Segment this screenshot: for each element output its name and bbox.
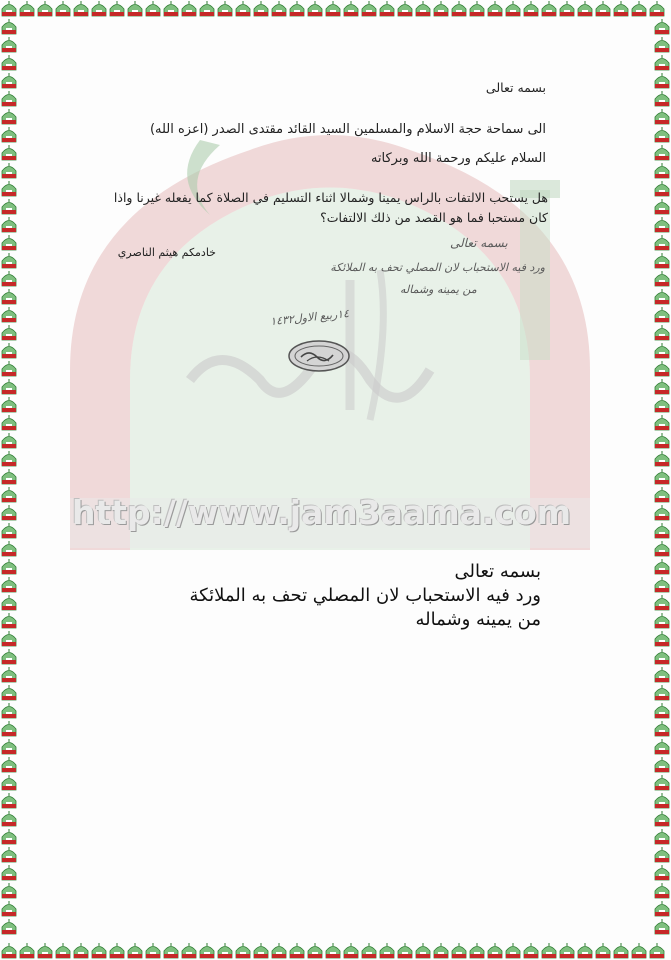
handwritten-opening: بسمه تعالى <box>450 236 508 250</box>
letter-question: هل يستحب الالتفات بالراس يمينا وشمالا اثناء التسليم في الصلاة كما يفعله غيرنا واذا كان مستحبا فما هو القصد من ذلك الالتفات؟ <box>113 190 548 225</box>
watermark-url: http://www.jam3aama.com <box>72 493 572 532</box>
handwritten-date: ١٤ربيع الاول١٤٣٢ <box>269 306 350 329</box>
handwritten-line: من يمينه وشماله <box>400 283 477 296</box>
answer-line: من يمينه وشماله <box>415 609 541 630</box>
answer-opening: بسمه تعالى <box>454 561 541 582</box>
letter-opening: بسمه تعالى <box>485 80 546 95</box>
answer-line: ورد فيه الاستحباب لان المصلي تحف به الملائكة <box>189 585 541 606</box>
letter-salam: السلام عليكم ورحمة الله وبركاته <box>370 151 546 166</box>
handwritten-line: ورد فيه الاستحباب لان المصلي تحف به الملائكة <box>330 261 545 274</box>
letter-addressee: الى سماحة حجة الاسلام والمسلمين السيد القائد مقتدى الصدر (اعزه الله) <box>149 122 546 137</box>
letter-signature: خادمكم هيثم الناصري <box>117 246 216 259</box>
official-seal <box>287 339 351 373</box>
